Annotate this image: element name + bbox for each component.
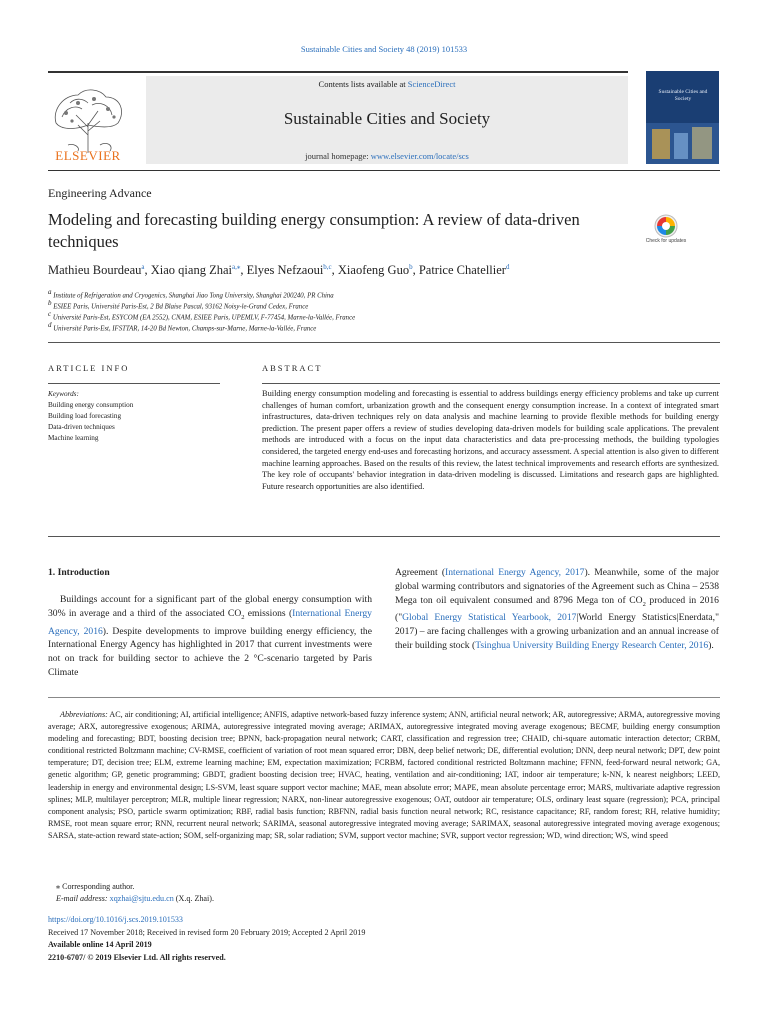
keyword: Building load forecasting (48, 412, 122, 420)
keyword: Building energy consumption (48, 401, 134, 409)
available-online: Available online 14 April 2019 (48, 940, 152, 949)
affiliation (48, 288, 728, 299)
journal-homepage-link[interactable]: www.elsevier.com/locate/scs (370, 151, 469, 161)
affiliation (48, 310, 728, 321)
corresponding-author-note: ⁎ Corresponding author. (56, 882, 135, 891)
footnote-rule (48, 697, 720, 698)
journal-title: Sustainable Cities and Society (283, 109, 491, 128)
homepage-prefix: journal homepage: (305, 151, 371, 161)
doi-link[interactable]: https://doi.org/10.1016/j.scs.2019.101533 (48, 915, 183, 924)
intro-text: ). Meanwhile, some of the major global warming contributors and signatories of the Agreement such as China – 2538 Mega ton oil equivalent consumed and 8796 Mega ton of CO (395, 567, 719, 606)
check-for-updates-icon (646, 211, 686, 251)
intro-text: ). (708, 639, 714, 651)
author-email-link[interactable]: xqzhai@sjtu.edu.cn (109, 894, 174, 903)
author[interactable]: Elyes Nefzaoui (246, 263, 324, 278)
received-dates: Received 17 November 2018; Received in revised form 20 February 2019; Accepted 2 April 2019 (48, 928, 366, 937)
section-divider (48, 536, 720, 537)
journal-homepage-line (146, 151, 628, 161)
check-for-updates-text: Check for updates (645, 238, 687, 244)
affiliation (48, 321, 728, 332)
affiliation-mark: b (48, 299, 52, 307)
keyword: Machine learning (48, 434, 99, 442)
sciencedirect-link[interactable]: ScienceDirect (407, 79, 456, 89)
contents-prefix: Contents lists available at (318, 79, 408, 89)
citation-link[interactable]: International Energy Agency, 2017 (445, 567, 585, 578)
publisher-wordmark: ELSEVIER (55, 148, 121, 163)
affiliation-text: Institute of Refrigeration and Cryogenics, Shanghai Jiao Tong University, Shanghai 200240, PR China (53, 292, 334, 300)
intro-text: produced in 2016 (" (395, 594, 719, 624)
contents-lists-line (146, 79, 628, 89)
abbreviations-footnote (48, 709, 720, 842)
author[interactable]: Patrice Chatellier (418, 263, 506, 278)
author-affiliation-mark[interactable]: d (505, 263, 510, 271)
abbreviations-label: Abbreviations: (60, 710, 108, 719)
journal-reference[interactable]: Sustainable Cities and Society 48 (2019) 101533 (300, 44, 468, 54)
abbreviations-text: AC, air conditioning; AI, artificial intelligence; ANFIS, adaptive network-based fuzzy inference system; ANN, artificial neural network; AR, autoregressive; ARMA, autoregressive moving average; ARX, autoregressive exogenous; ARIMA, autoregressive integrated moving average; ARIMAX, autoregressive integrated moving average exogenous; BECMF, building energy consumption modeling and forecasting; BDT, boosting decision tree; BPNN, back-propagation neural network; CART, classification and regression tree; CHAID, chi-square automatic interaction detector; CRBM, conditional restricted Boltzmann machine; CV-RMSE, coefficient of variation of root mean squared error; DBN, deep belief network; DE, differential evolution; DNN, deep neural network; DPT, dew point temperature; DT, decision tree; ELM, extreme learning machine; EM, expectation maximization; FCRBM, factored conditional restricted Boltzmann machine; FFNN, feed-forward neural network; GA, genetic algorithm; GP, genetic programming; GBDT, gradient boosting decision tree; HVAC, heating, ventilation and air-conditioning; IAT, indoor air temperature; k-NN, k nearest neighbors; LEED, leadership in energy and environmental design; LS-SVM, least square support vector machine; MAE, mean absolute error; MAPE, mean absolute percentage error; MARS, multivariate adaptive regression splines; MLP, multilayer perceptron; MLR, multiple linear regression; NARX, non-linear autoregressive exogenous; OAT, outdoor air temperature; OLS, ordinary least square (regression); PCA, principal component analysis; PSO, particle swarm optimization; RBF, radial basis function; RBFNN, radial basis function neural network; RC, resistance capacitance; RF, random forest; RH, relative humidity; RMSE, root mean square error; RNN, recurrent neural network; SARIMA, seasonal autoregressive integrated moving average; SARIMAX, seasonal autoregressive integrated moving average exogenous; SARSA, state-action reward state-action; SOM, self-organizing map; SR, solar radiation; SVM, support vector machine; SVR, support vector regression; WD, wind direction; WS, wind speed (48, 710, 720, 840)
affiliation-text: ESIEE Paris, Université Paris-Est, 2 Bd Blaise Pascal, 93162 Noisy-le-Grand Cedex, France (53, 303, 309, 311)
email-suffix: (X.q. Zhai). (173, 894, 214, 903)
article-title: Modeling and forecasting building energy consumption: A review of data-driven techniques (48, 210, 580, 251)
affiliation-text: Université Paris-Est, IFSTTAR, 14-20 Bd Newton, Champs-sur-Marne, Marne-la-Vallée, France (53, 325, 317, 333)
author-list: Mathieu Bourdeau$^a$, Xiao qiang Zhai$^{a,⁎}$, Elyes Nefzaoui$^{b,c}$, Xiaofeng Guo$^b$, Patrice Chatellier$^d$ (48, 263, 510, 278)
subscript: 2 (241, 613, 245, 621)
check-for-updates-badge[interactable] (646, 211, 686, 251)
header-bottom-rule (48, 170, 720, 171)
article-info-rule (48, 383, 220, 384)
cover-art (646, 71, 719, 164)
cover-title: Sustainable Cities and Society (658, 89, 708, 102)
citation-link[interactable]: International Energy Agency, 2016 (48, 607, 372, 637)
keywords-label: Keywords: (48, 390, 79, 398)
abstract-text: Building energy consumption modeling and forecasting is essential to address buildings energy efficiency problems and take up current challenges of human comfort, urbanization growth and the consequent energy consumption increase. In a context of integrated smart infrastructures, data-driven techniques rely on data analysis and machine learning to provide flexible methods for building energy prediction. The present paper offers a review of studies developing data-driven models for building scale applications. The prevalent methods are introduced with a focus on the input data characteristics and data pre-processing methods, the building typologies considered, the targeted energy end-uses and forecasting horizons, and accuracy assessment. A special attention is also given to different machine learning approaches. Based on the results of this review, the latest technical improvements and research efforts are synthesized. The key role of occupants' behavior integration in data-driven modeling is discussed. Limitations and research gaps are highlighted. Future research opportunities are also identified. (262, 389, 719, 491)
article-info-heading: ARTICLE INFO (48, 363, 130, 373)
keyword: Data-driven techniques (48, 423, 115, 431)
citation-link[interactable]: Global Energy Statistical Yearbook, 2017 (402, 612, 577, 624)
affiliation-mark: d (48, 321, 52, 329)
header-top-rule (48, 71, 628, 73)
subscript: 2 (642, 600, 646, 608)
copyright-line: 2210-6707/ © 2019 Elsevier Ltd. All rights reserved. (48, 953, 226, 962)
author[interactable]: Xiao qiang Zhai (150, 263, 232, 278)
author-affiliation-mark[interactable]: b (409, 263, 413, 271)
citation-link[interactable]: Tsinghua University Building Energy Research Center, 2016 (475, 639, 709, 651)
author-affiliation-mark[interactable]: a (141, 263, 145, 271)
intro-left-paragraph (48, 593, 372, 680)
affiliation (48, 299, 728, 310)
intro-right-paragraph (395, 566, 719, 653)
section-divider (48, 342, 720, 343)
intro-text: Buildings account for a significant part of the global energy consumption with 30% in average and a third of the associated CO (48, 594, 372, 619)
affiliation-text: Université Paris-Est, ESYCOM (EA 2552), CNAM, ESIEE Paris, UPEMLV, F-77454, Marne-la-Vallée, France (52, 314, 356, 322)
author[interactable]: Xiaofeng Guo (337, 263, 410, 278)
affiliation-mark: a (48, 288, 52, 296)
intro-text: emissions ( (244, 607, 293, 619)
intro-text: ). Despite developments to improve building energy efficiency, the International Energy Agency has highlighted in 2017 that current investments were not on track for building sector to achieve the 2 °C-scenario targeted by Paris Climate (48, 625, 372, 678)
article-section-label: Engineering Advance (48, 186, 152, 200)
abstract-rule (262, 383, 720, 384)
email-line (56, 894, 214, 903)
email-label: E-mail address: (56, 894, 110, 903)
intro-text: Agreement ( (395, 567, 446, 578)
affiliation-mark: c (48, 310, 52, 318)
author[interactable]: Mathieu Bourdeau (48, 263, 142, 278)
author-affiliation-mark[interactable]: b,c (323, 263, 332, 271)
intro-text: |World Energy Statistics|Enerdata," 2017) – are facing challenges with a growing urbanization and an annual increase of their building stock ( (395, 612, 719, 651)
abstract-heading: ABSTRACT (262, 363, 323, 373)
author-affiliation-mark[interactable]: a,⁎ (231, 263, 241, 271)
journal-cover-image[interactable] (646, 71, 719, 164)
introduction-heading: 1. Introduction (48, 567, 110, 578)
